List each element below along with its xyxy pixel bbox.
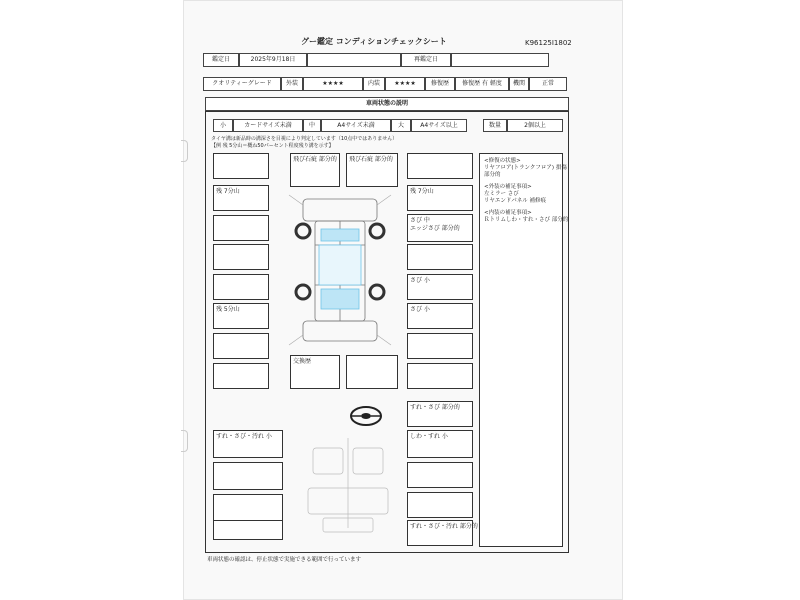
box-right-4 — [407, 244, 473, 270]
box-left-interior-4 — [213, 520, 283, 540]
box-interior-right-2 — [407, 430, 473, 458]
box-left-5 — [213, 274, 269, 300]
size-large-desc: A4サイズ以上 — [411, 119, 467, 132]
interior-seat-diagram — [293, 428, 403, 538]
box-bottom-1 — [290, 355, 340, 389]
interior-rating: ★★★★ — [385, 77, 425, 91]
steering-wheel-icon — [349, 405, 383, 427]
label-front-right-top: 飛び石疵 部分的 — [349, 156, 393, 163]
label-interior-right-3: すれ・さび・汚れ 部分的 — [410, 523, 478, 530]
label-interior-right-2: しわ・すれ 小 — [410, 433, 448, 440]
box-bottom-2 — [346, 355, 398, 389]
inspection-date-value: 2025年9月18日 — [239, 53, 307, 67]
tire-note: タイヤ溝は新品時の溝深さを目視により判定しています（10点中ではありません） — [211, 136, 398, 142]
repair-text-1: リヤフロア(トランクフロア) 損傷 — [484, 165, 567, 171]
label-right-front-edge: エッジさび 部分的 — [410, 225, 460, 232]
interior-heading: <内装の補足事項> — [484, 210, 532, 216]
box-left-interior-2 — [213, 462, 283, 490]
exterior-label: 外装 — [281, 77, 303, 91]
inspection-date-extra — [307, 53, 401, 67]
interior-text: Ｒトリムしわ・すれ・さび 部分的 — [484, 217, 569, 223]
interior-label: 内装 — [363, 77, 385, 91]
inspection-date-label: 鑑定日 — [203, 53, 239, 67]
label-left-tire-front: 残 7分山 — [216, 188, 240, 195]
box-interior-right-3 — [407, 462, 473, 488]
reinspection-value — [451, 53, 549, 67]
box-left-4 — [213, 244, 269, 270]
box-interior-right-5 — [407, 520, 478, 546]
count-desc: 2個以上 — [507, 119, 563, 132]
box-left-2 — [213, 185, 269, 211]
box-left-3 — [213, 215, 269, 241]
repair-text-2: 部分的 — [484, 172, 501, 178]
remarks-panel — [479, 153, 569, 547]
size-medium-label: 中 — [303, 119, 321, 132]
size-large-label: 大 — [391, 119, 411, 132]
size-small-desc: カードサイズ未満 — [233, 119, 303, 132]
box-right-3 — [407, 214, 473, 242]
condition-check-sheet — [183, 0, 623, 600]
label-right-tire-front: 残 7分山 — [410, 188, 434, 195]
box-top-2 — [346, 153, 398, 187]
box-right-2 — [407, 185, 473, 211]
label-left-tire-rear: 残 5分山 — [216, 306, 240, 313]
box-right-7 — [407, 333, 473, 359]
exterior-rating: ★★★★ — [303, 77, 363, 91]
box-left-6 — [213, 303, 269, 329]
reinspection-label: 再鑑定日 — [401, 53, 451, 67]
box-left-7 — [213, 333, 269, 359]
engine-label: 機関 — [509, 77, 529, 91]
tire-example: 【例 残 5分山＝概ね50パーセント程度残り溝を示す】 — [211, 143, 334, 149]
size-small-label: 小 — [213, 119, 233, 132]
box-right-6 — [407, 303, 473, 329]
box-interior-right-1 — [407, 401, 473, 427]
exterior-heading: <外装の補足事項> — [484, 184, 532, 190]
binding-hole-1 — [181, 140, 188, 162]
box-interior-right-4 — [407, 492, 473, 518]
engine-value: 正常 — [529, 77, 567, 91]
quality-grade-label: クオリティーグレード — [203, 77, 281, 91]
car-top-view-diagram — [269, 185, 411, 355]
box-right-5 — [407, 274, 473, 300]
footer-note: 車両状態の確認は、停止状態で実施できる範囲で行っています — [207, 557, 362, 563]
sheet-code: K96125I1802 — [525, 39, 572, 47]
box-left-interior-1 — [213, 430, 283, 458]
box-left-8 — [213, 363, 269, 389]
size-medium-desc: A4サイズ未満 — [321, 119, 391, 132]
binding-hole-2 — [181, 430, 188, 452]
label-rear-left: 交換歴 — [293, 358, 312, 365]
exterior-text-2: リヤエンドパネル 補修痕 — [484, 198, 547, 204]
box-bottom-3 — [407, 363, 473, 389]
box-right-1 — [407, 153, 473, 179]
label-interior-left: すれ・さび・汚れ 小 — [216, 433, 272, 440]
label-right-rear-lower: さび 小 — [410, 306, 430, 313]
box-left-1 — [213, 153, 269, 179]
count-label: 数量 — [483, 119, 507, 132]
repair-history-value: 修復歴 有 軽度 — [455, 77, 509, 91]
repair-history-label: 修復歴 — [425, 77, 455, 91]
label-right-rear-door: さび 小 — [410, 277, 430, 284]
sheet-title: グー鑑定 コンディションチェックシート — [301, 37, 447, 46]
box-left-interior-3 — [213, 494, 283, 522]
exterior-text-1: 左ミラー さび — [484, 191, 519, 197]
repair-heading: <修復の状態> — [484, 158, 521, 164]
label-front-top: 飛び石疵 部分的 — [293, 156, 337, 163]
box-top-1 — [290, 153, 340, 187]
label-interior-right-1: すれ・さび 部分的 — [410, 404, 460, 411]
label-right-front-door: さび 中 — [410, 217, 430, 224]
section-title: 車両状態の説明 — [205, 97, 569, 111]
